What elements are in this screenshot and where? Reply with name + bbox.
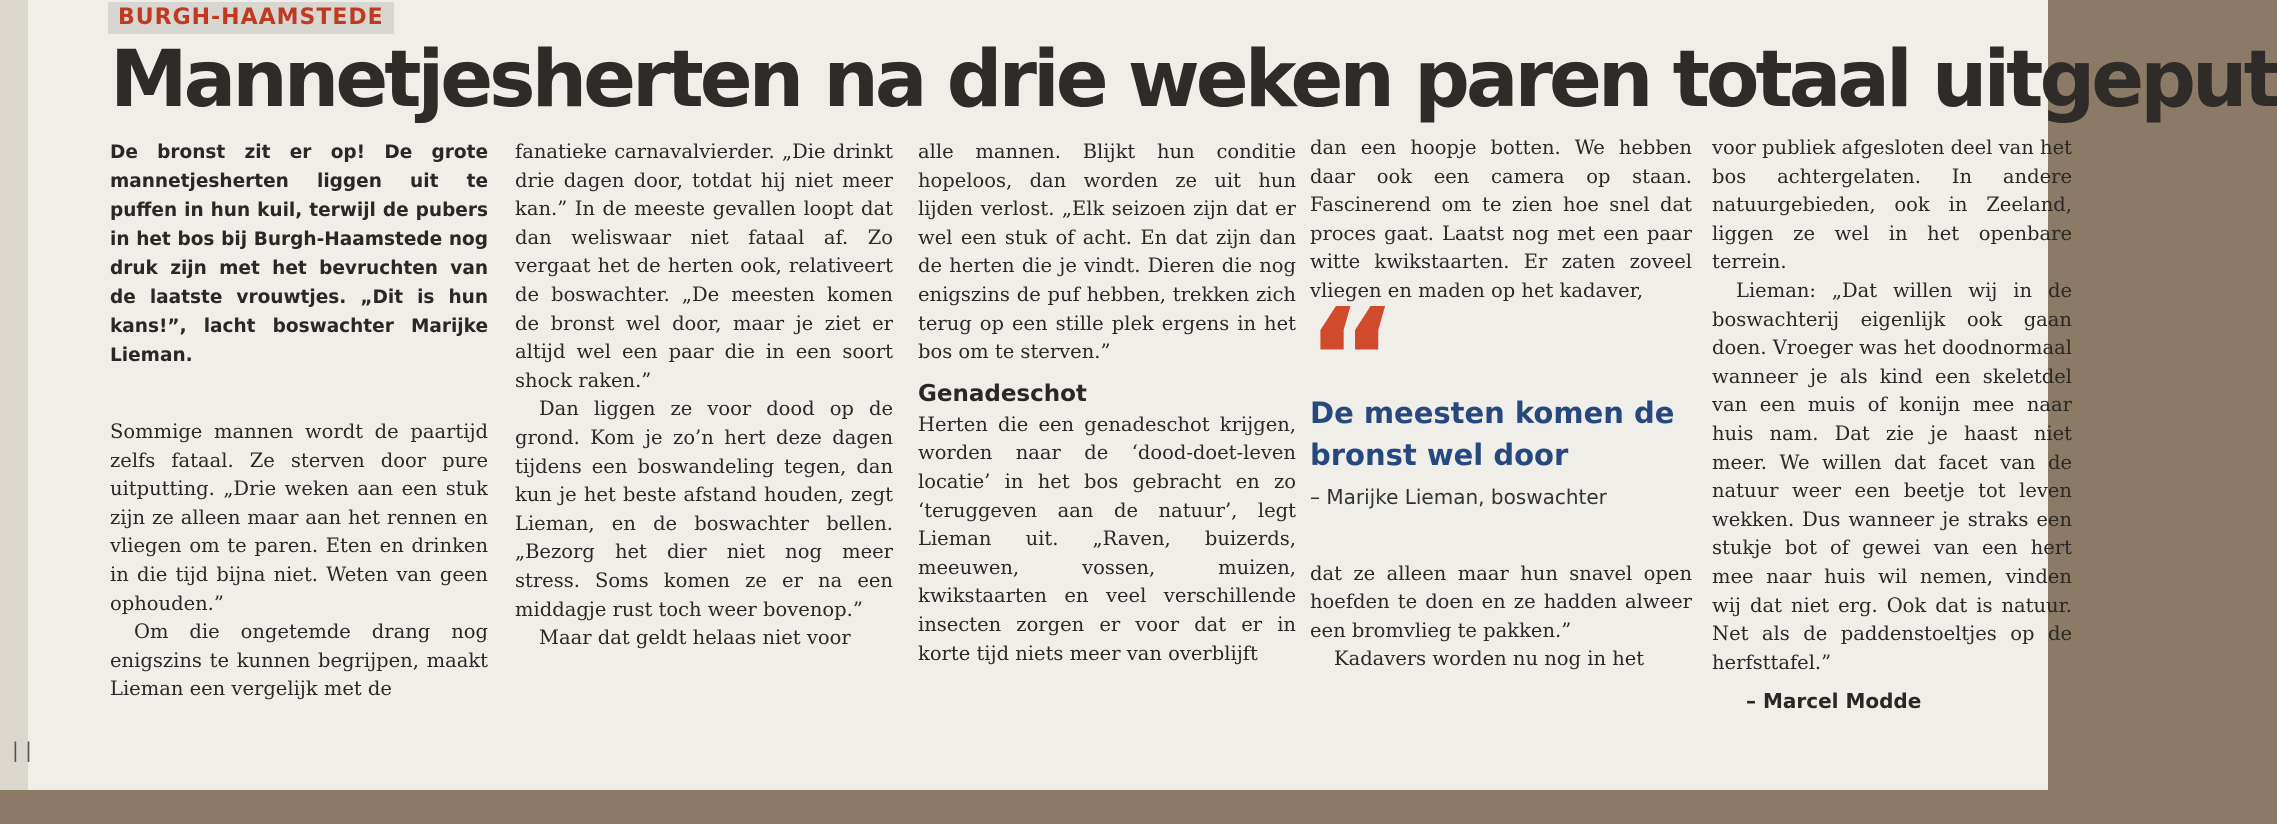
location-kicker: BURGH-HAAMSTEDE xyxy=(108,2,394,34)
pull-quote-attribution: – Marijke Lieman, boswachter xyxy=(1310,484,1607,509)
body-paragraph: Maar dat geldt helaas niet voor xyxy=(539,626,851,650)
column-1 xyxy=(110,138,488,704)
body-paragraph: alle mannen. Blijkt hun conditie hopeloos, dan worden ze uit hun lijden verlost. „Elk seizoen zijn dat er wel een stuk of acht. En dat zijn dan de herten die je vindt. Dieren die nog enigszins de puf hebben, trekken zich terug op een stille plek ergens in het bos om te sterven.” xyxy=(918,140,1296,364)
body-paragraph: voor publiek afgesloten deel van het bos achtergelaten. In andere natuurgebieden, ook in Zeeland, liggen ze wel in het openbare terrein. xyxy=(1712,136,2072,274)
body-paragraph: Herten die een genadeschot krijgen, worden naar de ‘dood-doet-leven locatie’ in het bos gebracht en zo ‘teruggeven aan de natuur’, legt Lieman uit. „Raven, buizerds, meeuwen, vossen, muizen, kwikstaarten en veel verschillende insecten zorgen er voor dat er in korte tijd niets meer van overblijft xyxy=(918,412,1296,665)
body-paragraph: dan een hoopje botten. We hebben daar ook een camera op staan. Fascinerend om te zien hoe snel dat proces gaat. Laatst nog met een paar witte kwikstaarten. Er zaten zoveel vliegen en maden op het kadaver, xyxy=(1310,136,1692,302)
section-subhead: Genadeschot xyxy=(918,380,1087,407)
column-4 xyxy=(1306,134,1692,674)
column-2 xyxy=(515,138,893,653)
body-paragraph: Kadavers worden nu nog in het xyxy=(1334,647,1645,671)
quote-mark-icon: “ xyxy=(1306,278,1387,442)
column-3 xyxy=(918,138,1296,668)
body-paragraph: Lieman: „Dat willen wij in de boswachterij eigenlijk ook gaan doen. Vroeger was het doodnormaal wanneer je als kind een skeletdel van een muis of konijn mee naar huis nam. Dat zie je haast niet meer. We willen dat facet van de natuur weer een beetje tot leven wekken. Dus wanneer je straks een stukje bot of gewei van een hert mee naar huis wil nemen, vinden wij dat niet erg. Ook dat is natuur. Net als de paddenstoeltjes op de herfsttafel.” xyxy=(1712,278,2072,674)
body-paragraph: fanatieke carnavalvierder. „Die drinkt drie dagen door, totdat hij niet meer kan.” In de meeste gevallen loopt dat dan weliswaar niet fataal af. Zo vergaat het de herten ook, relativeert de boswachter. „De meesten komen de bronst wel door, maar je ziet er altijd wel een paar die in een soort shock raken.” xyxy=(515,140,893,392)
author-byline: – Marcel Modde xyxy=(1746,689,1922,714)
spacer xyxy=(918,367,1296,377)
body-paragraph: Om die ongetemde drang nog enigszins te kunnen begrijpen, maakt Lieman een vergelijk met de xyxy=(110,620,488,701)
page-edge xyxy=(0,0,28,790)
column-5 xyxy=(1712,134,2072,716)
lead-paragraph: De bronst zit er op! De grote mannetjesherten liggen uit te puffen in hun kuil, terwijl de pubers in het bos bij Burgh-Haamstede nog druk zijn met het bevruchten van de laatste vrouwtjes. „Dit is hun kans!”, lacht boswachter Marijke Lieman. xyxy=(110,142,488,366)
article-headline: Mannetjesherten na drie weken paren totaal uitgeput xyxy=(110,35,2277,125)
margin-mark: | | xyxy=(12,738,32,762)
pull-quote: De meesten komen de bronst wel door xyxy=(1310,395,1675,472)
body-paragraph: Sommige mannen wordt de paartijd zelfs fataal. Ze sterven door pure uitputting. „Drie weken aan een stuk zijn ze alleen maar aan het rennen en vliegen om te paren. Eten en drinken in die tijd bijna niet. Weten van geen ophouden.” xyxy=(110,420,488,615)
spacer xyxy=(110,370,488,418)
spacer xyxy=(1310,512,1692,560)
body-paragraph: Dan liggen ze voor dood op de grond. Kom je zo’n hert deze dagen tijdens een boswandeling tegen, dan kun je het beste afstand houden, zegt Lieman, en de boswachter bellen. „Bezorg het dier niet nog meer stress. Soms komen ze er na een middagje rust toch weer bovenop.” xyxy=(515,397,893,621)
body-paragraph: dat ze alleen maar hun snavel open hoefden te doen en ze hadden alweer een bromvlieg te pakken.” xyxy=(1310,561,1692,642)
